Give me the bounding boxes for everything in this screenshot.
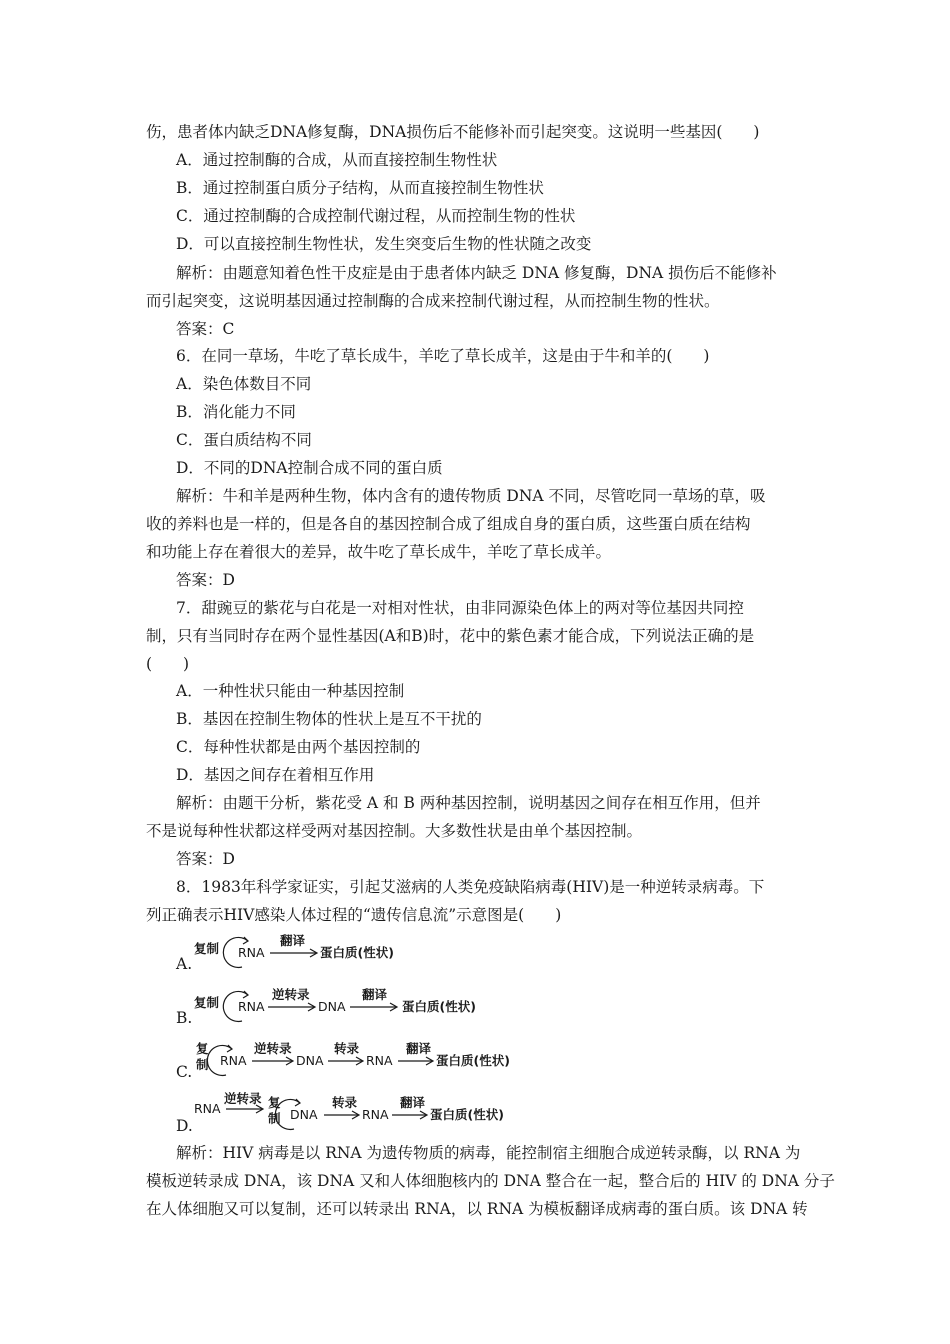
diagram-d-zhi-label: 制 xyxy=(268,1111,281,1126)
q8-stem-line-2: 列正确表示HIV感染人体过程的“遗传信息流”示意图是( ) xyxy=(146,906,562,924)
diagram-b-rna: RNA xyxy=(238,999,265,1014)
diagram-d-nizhuanlu-label: 逆转录 xyxy=(224,1091,262,1106)
q5-analysis-line-1: 解析：由题意知着色性干皮症是由于患者体内缺乏 DNA 修复酶，DNA 损伤后不能修补 xyxy=(176,264,777,282)
diagram-c-svg xyxy=(176,1037,736,1081)
diagram-a-letter: A. xyxy=(176,955,193,973)
q6-option-d: D．不同的DNA控制合成不同的蛋白质 xyxy=(176,459,443,477)
diagram-a-svg xyxy=(176,929,736,973)
diagram-b-letter: B. xyxy=(176,1009,193,1027)
diagram-c-dna: DNA xyxy=(296,1053,324,1068)
diagram-d-fu-label: 复 xyxy=(268,1095,281,1110)
diagram-c-protein: 蛋白质(性状) xyxy=(436,1053,510,1068)
q5-stem-tail: 伤，患者体内缺乏DNA修复酶，DNA损伤后不能修补而引起突变。这说明一些基因( ) xyxy=(146,123,760,141)
diagram-c-rna: RNA xyxy=(220,1053,247,1068)
q7-analysis-line-1: 解析：由题干分析，紫花受 A 和 B 两种基因控制，说明基因之间存在相互作用，但并 xyxy=(176,794,761,812)
q8-diagram-d xyxy=(176,1091,736,1135)
q6-option-a: A．染色体数目不同 xyxy=(176,375,312,393)
q8-diagram-b xyxy=(176,983,736,1027)
q7-answer: 答案：D xyxy=(176,850,235,868)
q8-analysis-line-2: 模板逆转录成 DNA，该 DNA 又和人体细胞核内的 DNA 整合在一起，整合后的 HIV 的 DNA 分子 xyxy=(146,1172,835,1190)
q7-option-a: A．一种性状只能由一种基因控制 xyxy=(176,682,405,700)
diagram-a-fuzhi-label: 复制 xyxy=(194,941,220,956)
q7-stem-line-2: 制，只有当同时存在两个显性基因(A和B)时，花中的紫色素才能合成，下列说法正确的是 xyxy=(146,627,755,645)
q6-analysis-line-2: 收的养料也是一样的，但是各自的基因控制合成了组成自身的蛋白质，这些蛋白质在结构 xyxy=(146,515,751,533)
q5-option-a: A．通过控制酶的合成，从而直接控制生物性状 xyxy=(176,151,498,169)
diagram-d-zhuanlu-label: 转录 xyxy=(332,1095,358,1110)
q6-option-b: B．消化能力不同 xyxy=(176,403,296,421)
diagram-d-letter: D. xyxy=(176,1117,193,1135)
diagram-c-letter: C. xyxy=(176,1063,193,1081)
diagram-d-fanyi-label: 翻译 xyxy=(400,1095,426,1110)
diagram-d-rna-2: RNA xyxy=(362,1107,389,1122)
q8-analysis-line-3: 在人体细胞又可以复制，还可以转录出 RNA，以 RNA 为模板翻译成病毒的蛋白质。该 DNA 转 xyxy=(146,1200,808,1218)
diagram-a-protein: 蛋白质(性状) xyxy=(320,945,394,960)
q7-option-d: D．基因之间存在着相互作用 xyxy=(176,766,375,784)
q8-stem-line-1: 8．1983年科学家证实，引起艾滋病的人类免疫缺陷病毒(HIV)是一种逆转录病毒。下 xyxy=(176,878,765,896)
q6-answer: 答案：D xyxy=(176,571,235,589)
q5-option-b: B．通过控制蛋白质分子结构，从而直接控制生物性状 xyxy=(176,179,544,197)
q6-analysis-line-3: 和功能上存在着很大的差异，故牛吃了草长成牛，羊吃了草长成羊。 xyxy=(146,543,612,561)
diagram-b-nizhuanlu-label: 逆转录 xyxy=(272,987,310,1002)
diagram-d-protein: 蛋白质(性状) xyxy=(430,1107,504,1122)
diagram-d-rna: RNA xyxy=(194,1101,221,1116)
q7-option-c: C．每种性状都是由两个基因控制的 xyxy=(176,738,421,756)
diagram-c-zhuanlu-label: 转录 xyxy=(334,1041,360,1056)
q8-diagram-c xyxy=(176,1037,736,1081)
q6-stem: 6．在同一草场，牛吃了草长成牛，羊吃了草长成羊，这是由于牛和羊的( ) xyxy=(176,347,710,365)
diagram-d-svg xyxy=(176,1091,736,1135)
q5-answer: 答案：C xyxy=(176,320,235,338)
diagram-c-fanyi-label: 翻译 xyxy=(406,1041,432,1056)
q5-option-c: C．通过控制酶的合成控制代谢过程，从而控制生物的性状 xyxy=(176,207,576,225)
diagram-b-svg xyxy=(176,983,736,1027)
q6-option-c: C．蛋白质结构不同 xyxy=(176,431,312,449)
diagram-a-fanyi-label: 翻译 xyxy=(280,933,306,948)
diagram-c-nizhuanlu-label: 逆转录 xyxy=(254,1041,292,1056)
q5-option-d: D．可以直接控制生物性状，发生突变后生物的性状随之改变 xyxy=(176,235,592,253)
q7-stem-line-3: ( ) xyxy=(146,655,190,673)
q7-option-b: B．基因在控制生物体的性状上是互不干扰的 xyxy=(176,710,482,728)
q8-diagram-a xyxy=(176,929,736,973)
q7-stem-line-1: 7．甜豌豆的紫花与白花是一对相对性状，由非同源染色体上的两对等位基因共同控 xyxy=(176,599,744,617)
diagram-b-dna: DNA xyxy=(318,999,346,1014)
diagram-b-fanyi-label: 翻译 xyxy=(362,987,388,1002)
q7-analysis-line-2: 不是说每种性状都这样受两对基因控制。大多数性状是由单个基因控制。 xyxy=(146,822,643,840)
diagram-c-rna-2: RNA xyxy=(366,1053,393,1068)
diagram-a-rna: RNA xyxy=(238,945,265,960)
q6-analysis-line-1: 解析：牛和羊是两种生物，体内含有的遗传物质 DNA 不同，尽管吃同一草场的草，吸 xyxy=(176,487,766,505)
q8-analysis-line-1: 解析：HIV 病毒是以 RNA 为遗传物质的病毒，能控制宿主细胞合成逆转录酶，以 RNA 为 xyxy=(176,1144,801,1162)
q5-analysis-line-2: 而引起突变，这说明基因通过控制酶的合成来控制代谢过程，从而控制生物的性状。 xyxy=(146,292,720,310)
diagram-d-dna: DNA xyxy=(290,1107,318,1122)
diagram-c-zhi-label: 制 xyxy=(196,1057,209,1072)
diagram-b-protein: 蛋白质(性状) xyxy=(402,999,476,1014)
diagram-c-fu-label: 复 xyxy=(196,1041,209,1056)
diagram-b-fuzhi-label: 复制 xyxy=(194,995,220,1010)
